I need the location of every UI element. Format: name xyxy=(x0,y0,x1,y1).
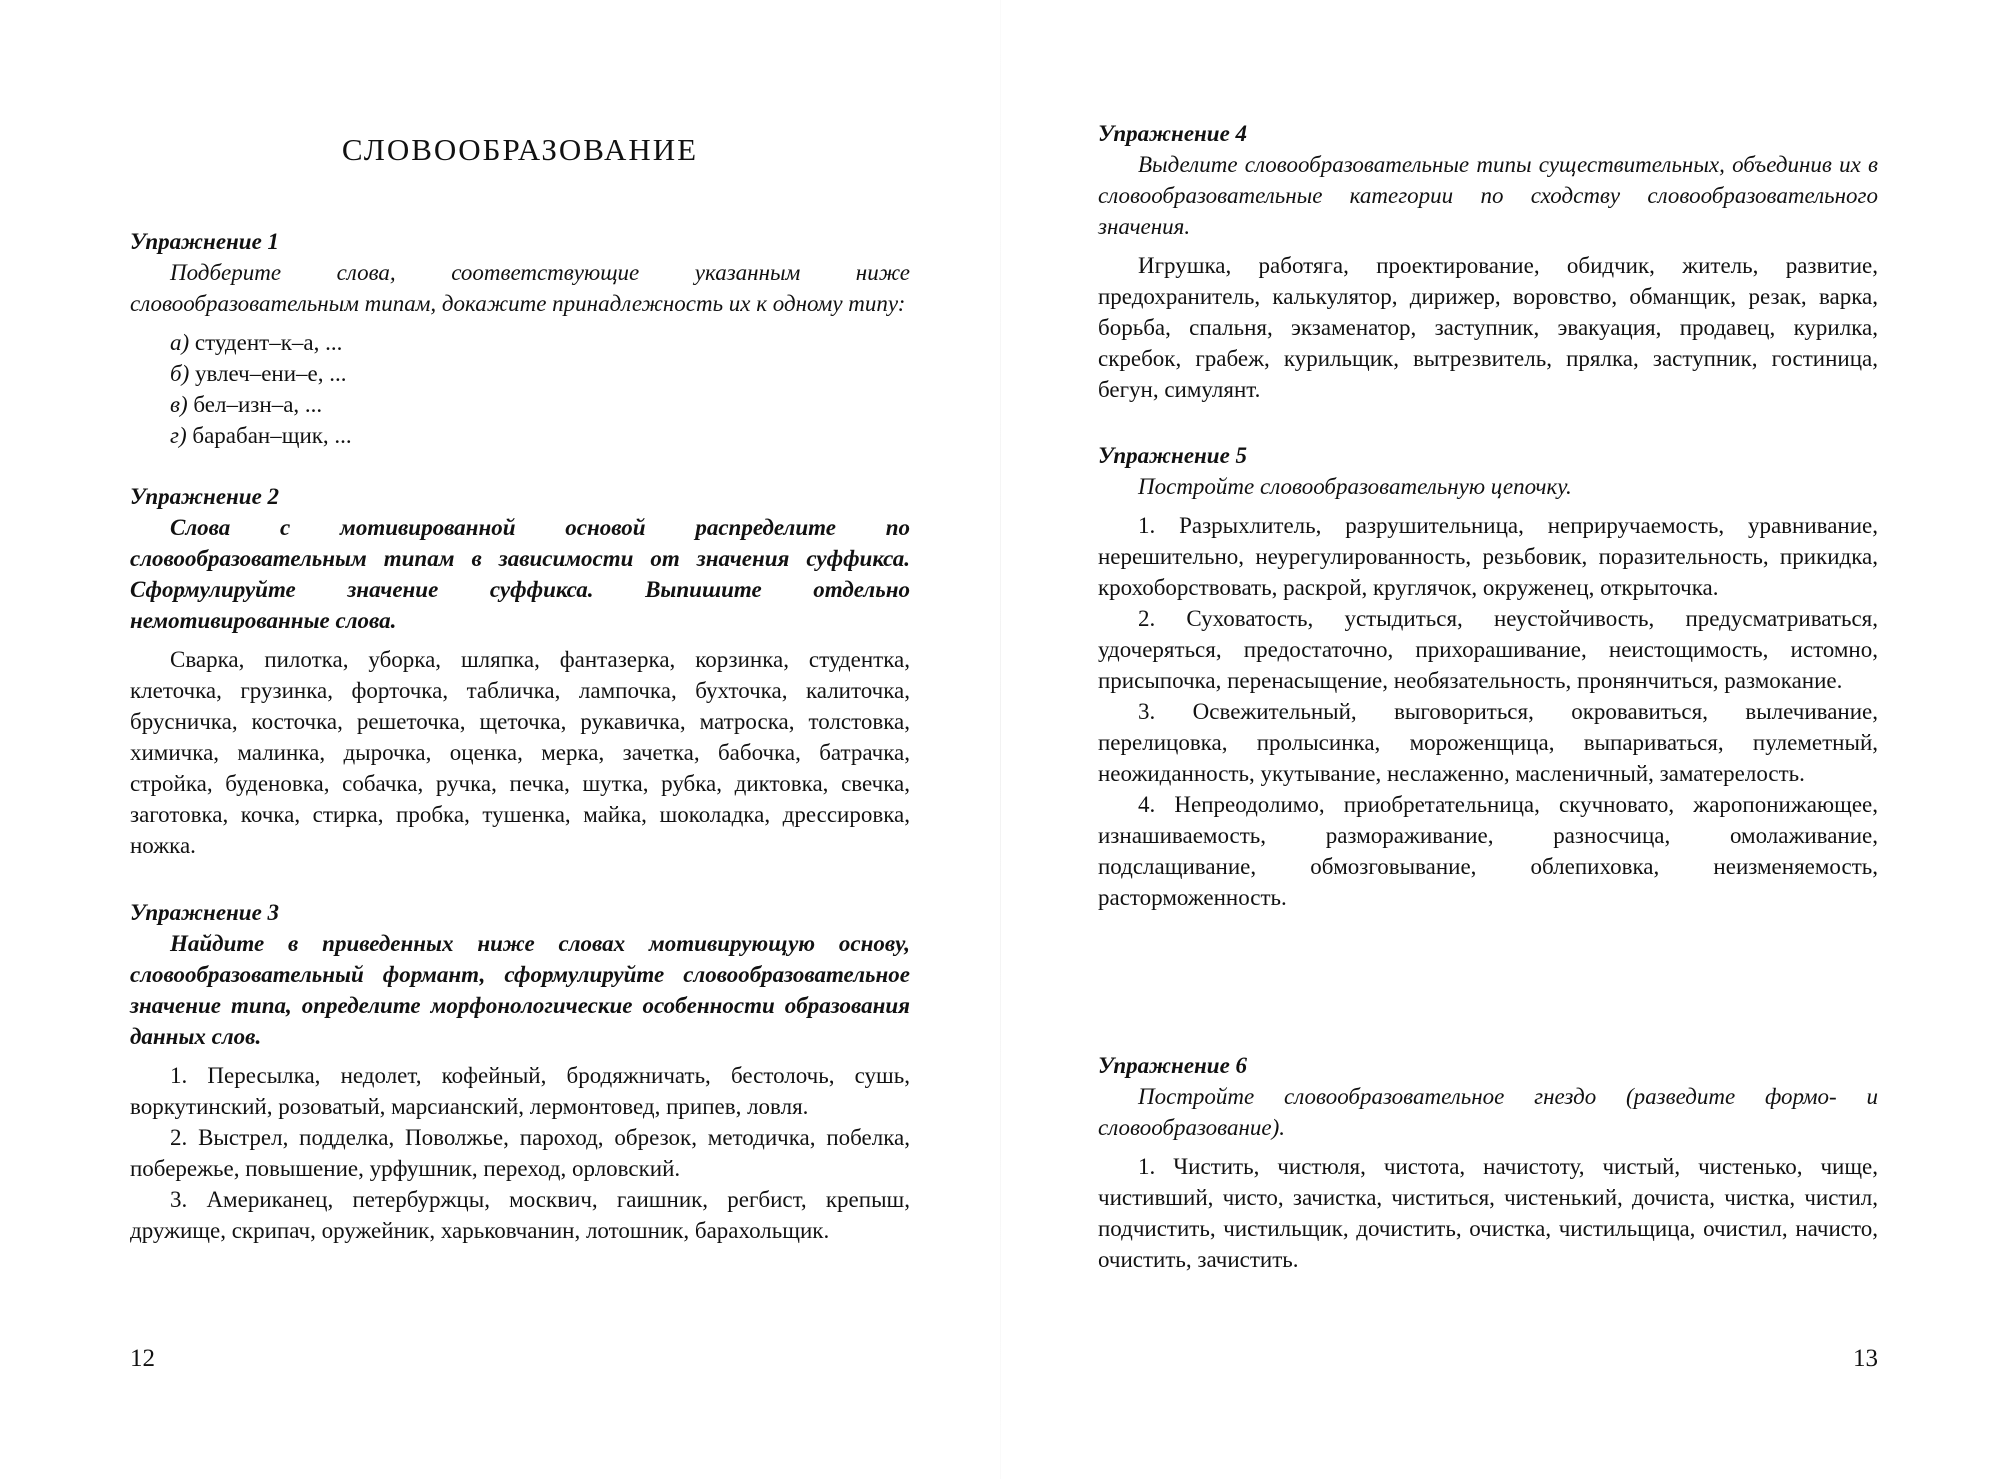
exercise-task: Постройте словообразовательное гнездо (разведите формо- и словообразование). xyxy=(1098,1084,1878,1140)
page-number: 13 xyxy=(1853,1345,1878,1372)
right-page xyxy=(1098,0,1878,1479)
exercise-paragraph: 3. Освежительный, выговориться, окровавиться, вылечивание, перелицовка, пролысинка, мороженщица, выпариваться, пулеметный, неожиданность, укутывание, неслаженно, масленичный, заматерелость. xyxy=(1098,699,1878,786)
exercise-paragraph: 1. Разрыхлитель, разрушительница, неприручаемость, уравнивание, нерешительно, неурегулированность, резьбовик, поразительность, прикидка, крохоборствовать, раскрой, круглячок, окруженец, открыточка. xyxy=(1098,513,1878,600)
book-fold xyxy=(1000,0,1001,1479)
list-item: г) барабан–щик, ... xyxy=(170,423,352,448)
exercise-5 xyxy=(1098,440,1878,913)
exercise-text: Игрушка, работяга, проектирование, обидчик, житель, развитие, предохранитель, калькулятор, дирижер, воровство, обманщик, резак, варка, борьба, спальня, экзаменатор, заступник, эвакуация, продавец, курилка, скребок, грабеж, курильщик, вытрезвитель, прялка, заступник, гостиница, бегун, симулянт. xyxy=(1098,253,1878,402)
exercise-heading: Упражнение 1 xyxy=(130,229,280,254)
exercise-4 xyxy=(1098,118,1878,405)
exercise-heading: Упражнение 2 xyxy=(130,484,280,509)
exercise-heading: Упражнение 3 xyxy=(130,900,280,925)
exercise-paragraph: 1. Пересылка, недолет, кофейный, бродяжничать, бестолочь, сушь, воркутинский, розоватый, марсианский, лермонтовед, припев, ловля. xyxy=(130,1063,910,1119)
exercise-paragraph: 4. Непреодолимо, приобретательница, скучновато, жаропонижающее, изнашиваемость, размораживание, разносчица, омолаживание, подслащивание, обмозговывание, облепиховка, неизменяемость, расторможенность. xyxy=(1098,792,1878,910)
exercise-text: Сварка, пилотка, уборка, шляпка, фантазерка, корзинка, студентка, клеточка, грузинка, форточка, табличка, лампочка, бухточка, калиточка, брусничка, косточка, решеточка, щеточка, рукавичка, матроска, толстовка, химичка, малинка, дырочка, оценка, мерка, зачетка, бабочка, батрачка, стройка, буденовка, собачка, ручка, печка, шутка, рубка, диктовка, свечка, заготовка, кочка, стирка, пробка, тушенка, майка, шоколадка, дрессировка, ножка. xyxy=(130,647,910,858)
exercise-heading: Упражнение 5 xyxy=(1098,443,1248,468)
list-item: в) бел–изн–а, ... xyxy=(170,392,323,417)
exercise-task: Постройте словообразовательную цепочку. xyxy=(1138,474,1572,499)
exercise-3 xyxy=(130,897,910,1246)
list-item: а) студент–к–а, ... xyxy=(170,330,343,355)
exercise-1 xyxy=(130,226,910,451)
left-page xyxy=(130,0,910,1479)
exercise-paragraph: 2. Выстрел, подделка, Поволжье, пароход, обрезок, методичка, побелка, побережье, повышение, урфушник, переход, орловский. xyxy=(130,1125,910,1181)
chapter-title: СЛОВООБРАЗОВАНИЕ xyxy=(341,132,699,167)
exercise-2 xyxy=(130,481,910,861)
exercise-paragraph: 3. Американец, петербуржцы, москвич, гаишник, регбист, крепыш, дружище, скрипач, оружейник, харьковчанин, лотошник, барахольщик. xyxy=(130,1187,910,1243)
exercise-6 xyxy=(1098,1050,1878,1275)
exercise-text: 1. Чистить, чистюля, чистота, начистоту, чистый, чистенько, чище, чистивший, чисто, зачистка, чиститься, чистенький, дочиста, чистка, чистил, подчистить, чистильщик, дочистить, очистка, чистильщица, очистил, начисто, очистить, зачистить. xyxy=(1098,1154,1878,1272)
exercise-task: Выделите словообразовательные типы существительных, объединив их в словообразовательные категории по сходству словообразовательного значения. xyxy=(1098,152,1878,239)
list-item: б) увлеч–ени–е, ... xyxy=(170,361,347,386)
exercise-task: Слова с мотивированной основой распределите по словообразовательным типам в зависимости от значения суффикса. Сформулируйте значение суффикса. Выпишите отдельно немотивированные слова. xyxy=(130,515,910,633)
exercise-task: Найдите в приведенных ниже словах мотивирующую основу, словообразовательный формант, сформулируйте словообразовательное значение типа, определите морфонологические особенности образования данных слов. xyxy=(130,931,910,1049)
exercise-paragraph: 2. Суховатость, устыдиться, неустойчивость, предусматриваться, удочеряться, предостаточно, прихорашивание, неистощимость, истомно, присыпочка, перенасыщение, необязательность, пронянчиться, размокание. xyxy=(1098,606,1878,693)
exercise-task: Подберите слова, соответствующие указанным ниже словообразовательным типам, докажите принадлежность их к одному типу: xyxy=(130,260,910,316)
exercise-heading: Упражнение 6 xyxy=(1098,1053,1248,1078)
exercise-heading: Упражнение 4 xyxy=(1098,121,1248,146)
page-number: 12 xyxy=(130,1345,155,1372)
